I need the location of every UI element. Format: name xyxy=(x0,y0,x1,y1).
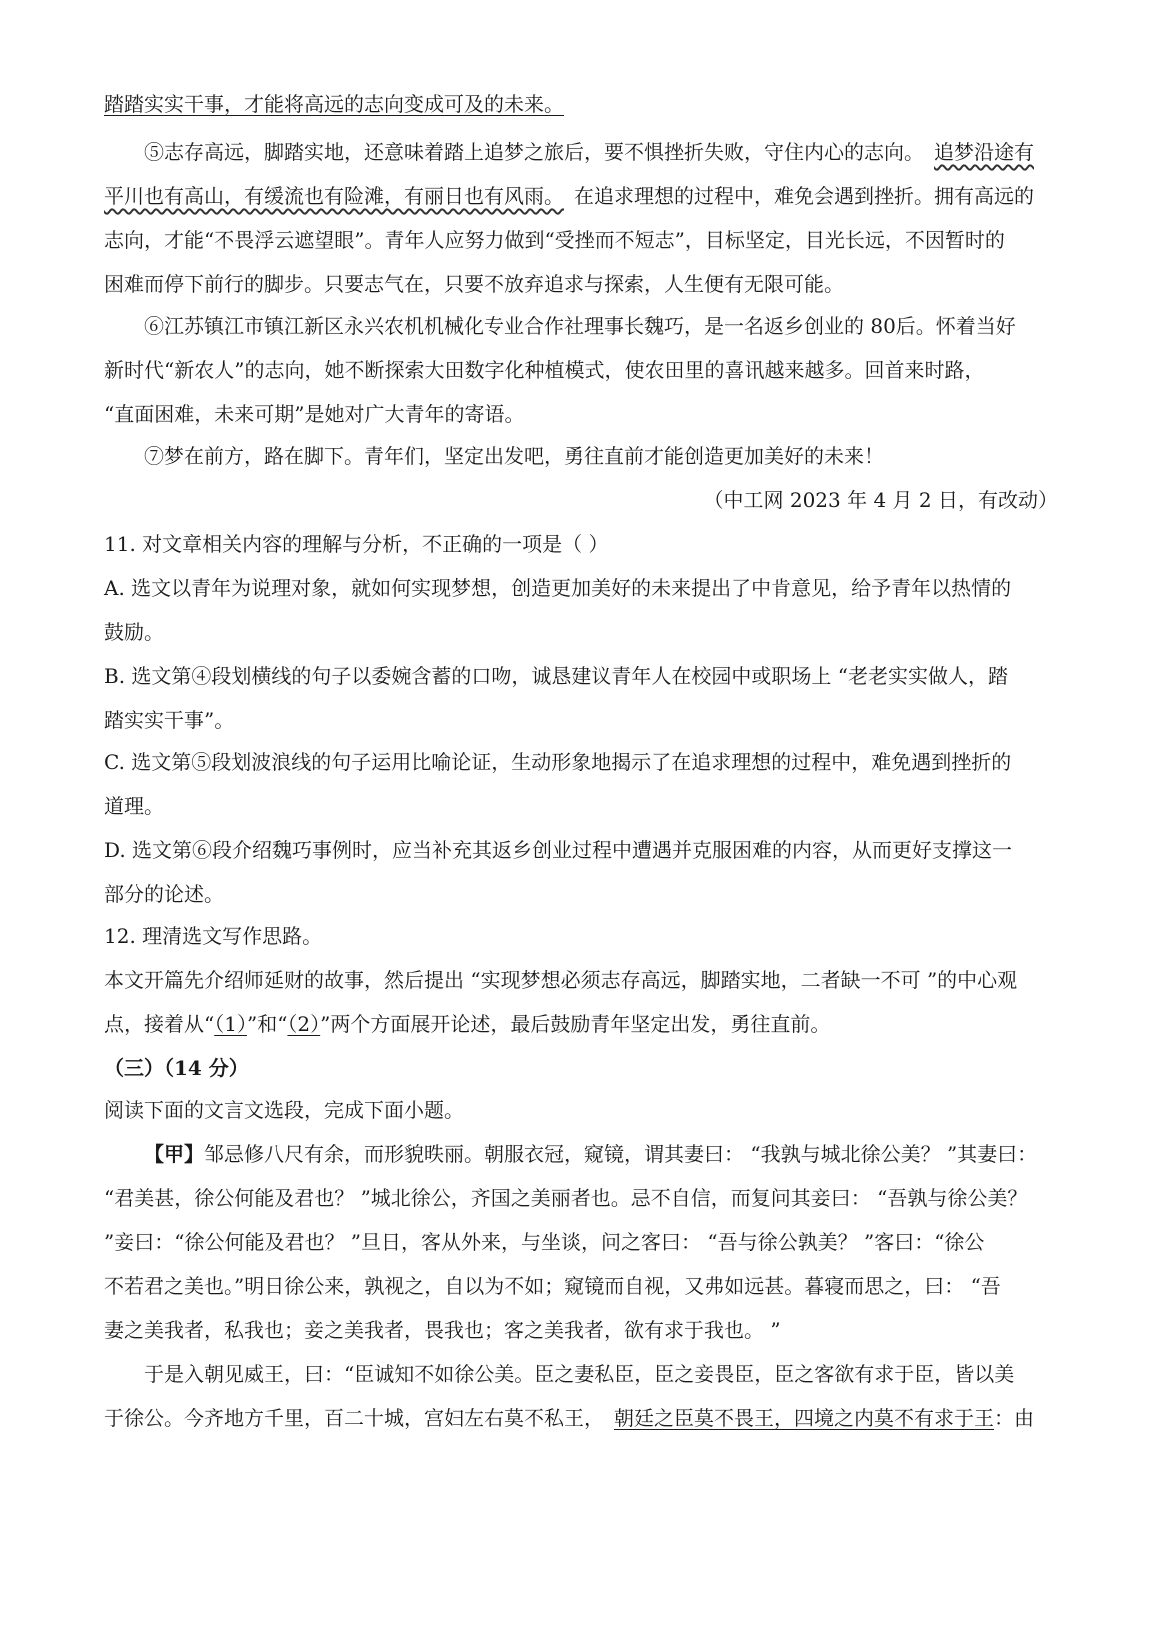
passage-text: ：由 xyxy=(994,1406,1034,1430)
paragraph-4-tail xyxy=(104,90,1054,118)
section-3-heading: （三）（14 分） xyxy=(104,1056,249,1080)
answer-blank-1[interactable]: （1） xyxy=(214,1012,247,1036)
passage-jia-line-7 xyxy=(104,1404,1054,1432)
option-b-line-2: 踏实实干事”。 xyxy=(104,708,235,732)
paragraph-5-line-4: 困难而停下前行的脚步。只要志气在，只要不放弃追求与探索，人生便有无限可能。 xyxy=(104,272,844,296)
underlined-sentence: 朝廷之臣莫不畏王，四境之内莫不有求于王 xyxy=(614,1406,994,1430)
option-a-line-2: 鼓励。 xyxy=(104,620,164,644)
option-c-line-1: C. 选文第⑤段划波浪线的句子运用比喻论证，生动形象地揭示了在追求理想的过程中，难免遇到挫折的 xyxy=(104,750,1012,774)
passage-jia-line-3: ”妾曰：“徐公何能及君也？ ”旦日，客从外来，与坐谈，问之客曰： “吾与徐公孰美？ ”客曰：“徐公 xyxy=(104,1230,985,1254)
question-11-stem: 11. 对文章相关内容的理解与分析，不正确的一项是（ ） xyxy=(104,532,609,556)
question-12-text: ”和“ xyxy=(246,1012,288,1036)
section-3-instruction: 阅读下面的文言文选段，完成下面小题。 xyxy=(104,1098,464,1122)
option-d-line-2: 部分的论述。 xyxy=(104,882,224,906)
passage-text: 于徐公。今齐地方千里，百二十城，宫妇左右莫不私王， xyxy=(104,1406,604,1430)
question-12-line-2 xyxy=(104,1010,1054,1038)
option-d-line-1: D. 选文第⑥段介绍魏巧事例时，应当补充其返乡创业过程中遭遇并克服困难的内容，从而更好支撑这一 xyxy=(104,838,1013,862)
paragraph-5-line-2 xyxy=(104,182,1054,210)
paragraph-text: 在追求理想的过程中，难免会遇到挫折。拥有高远的 xyxy=(574,184,1034,208)
paragraph-text: ⑤志存高远，脚踏实地，还意味着踏上追梦之旅后，要不惧挫折失败，守住内心的志向。 xyxy=(144,140,924,164)
wavy-underlined-sentence: 平川也有高山，有缓流也有险滩，有丽日也有风雨。 xyxy=(104,184,564,208)
option-c-line-2: 道理。 xyxy=(104,794,164,818)
paragraph-6-line-3: “直面困难，未来可期”是她对广大青年的寄语。 xyxy=(104,402,525,426)
paragraph-5-line-3: 志向，才能“不畏浮云遮望眼”。青年人应努力做到“受挫而不短志”，目标坚定，目光长远，不因暂时的 xyxy=(104,228,1005,252)
paragraph-6-line-2: 新时代“新农人”的志向，她不断探索大田数字化种植模式，使农田里的喜讯越来越多。回首来时路， xyxy=(104,358,985,382)
passage-jia-line-1 xyxy=(144,1140,1094,1168)
option-a-line-1: A. 选文以青年为说理对象，就如何实现梦想，创造更加美好的未来提出了中肯意见，给予青年以热情的 xyxy=(104,576,1012,600)
passage-jia-line-4: 不若君之美也。”明日徐公来，孰视之，自以为不如；窥镜而自视，又弗如远甚。暮寝而思之，曰： “吾 xyxy=(104,1274,1001,1298)
passage-jia-line-5: 妻之美我者，私我也；妾之美我者，畏我也；客之美我者，欲有求于我也。 ” xyxy=(104,1318,781,1342)
passage-jia-line-2: “君美甚，徐公何能及君也？ ”城北徐公，齐国之美丽者也。忌不自信，而复问其妾曰： “吾孰与徐公美？ xyxy=(104,1186,1028,1210)
source-citation: （中工网 2023 年 4 月 2 日，有改动） xyxy=(703,488,1058,512)
underlined-sentence: 踏踏实实干事，才能将高远的志向变成可及的未来。 xyxy=(104,92,564,116)
question-12-text: 点，接着从“ xyxy=(104,1012,215,1036)
wavy-underlined-sentence: 追梦沿途有 xyxy=(934,140,1034,164)
question-12-stem: 12. 理清选文写作思路。 xyxy=(104,924,323,948)
answer-blank-2[interactable]: （2） xyxy=(287,1012,321,1036)
paragraph-7: ⑦梦在前方，路在脚下。青年们，坚定出发吧，勇往直前才能创造更加美好的未来！ xyxy=(144,444,884,468)
question-12-text: ”两个方面展开论述，最后鼓励青年坚定出发，勇往直前。 xyxy=(320,1012,831,1036)
paragraph-5-line-1 xyxy=(144,138,1094,166)
passage-text: 邹忌修八尺有余，而形貌昳丽。朝服衣冠，窥镜，谓其妻曰： “我孰与城北徐公美？ ”其妻曰： xyxy=(204,1142,1038,1166)
question-12-line-1: 本文开篇先介绍师延财的故事，然后提出 “实现梦想必须志存高远，脚踏实地，二者缺一不可 ”的中心观 xyxy=(104,968,1018,992)
passage-jia-line-6: 于是入朝见威王，曰：“臣诚知不如徐公美。臣之妻私臣，臣之妾畏臣，臣之客欲有求于臣，皆以美 xyxy=(144,1362,1015,1386)
paragraph-6-line-1: ⑥江苏镇江市镇江新区永兴农机机械化专业合作社理事长魏巧，是一名返乡创业的 80后。怀着当好 xyxy=(144,314,1016,338)
passage-jia-label: 【甲】 xyxy=(144,1142,204,1166)
option-b-line-1: B. 选文第④段划横线的句子以委婉含蓄的口吻，诚恳建议青年人在校园中或职场上 “老老实实做人，踏 xyxy=(104,664,1008,688)
